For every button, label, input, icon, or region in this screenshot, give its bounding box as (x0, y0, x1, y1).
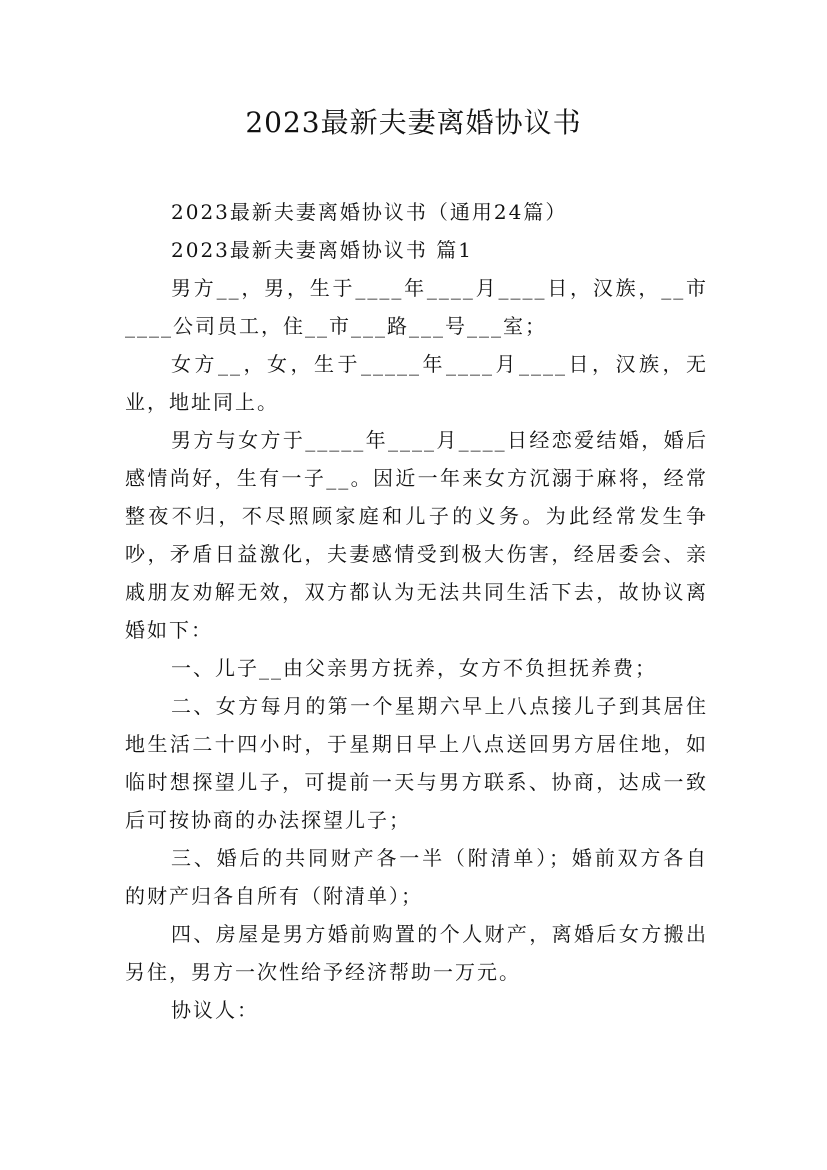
male-party-paragraph: 男方__，男，生于____年____月____日，汉族，__市____公司员工，住__市___路___号___室； (125, 276, 708, 338)
signatories-label: 协议人： (171, 998, 259, 1022)
section-heading: 2023最新夫妻离婚协议书 篇1 (171, 238, 473, 262)
document-body (125, 193, 708, 1029)
female-party-paragraph: 女方__，女，生于_____年____月____日，汉族，无业，地址同上。 (125, 352, 708, 414)
clause-3-paragraph: 三、婚后的共同财产各一半（附清单）；婚前双方各自的财产归各自所有（附清单）； (125, 846, 708, 908)
clause-4-paragraph: 四、房屋是男方婚前购置的个人财产，离婚后女方搬出另住，男方一次性给予经济帮助一万元。 (125, 922, 708, 984)
clause-2-paragraph: 二、女方每月的第一个星期六早上八点接儿子到其居住地生活二十四小时，于星期日早上八点送回男方居住地，如临时想探望儿子，可提前一天与男方联系、协商，达成一致后可按协商的办法探望儿子； (125, 694, 708, 832)
background-paragraph: 男方与女方于_____年____月____日经恋爱结婚，婚后感情尚好，生有一子__。因近一年来女方沉溺于麻将，经常整夜不归，不尽照顾家庭和儿子的义务。为此经常发生争吵，矛盾日益激化，夫妻感情受到极大伤害，经居委会、亲戚朋友劝解无效，双方都认为无法共同生活下去，故协议离婚如下： (125, 428, 708, 642)
subtitle-paragraph: 2023最新夫妻离婚协议书（通用24篇） (171, 200, 568, 224)
document-title: 2023最新夫妻离婚协议书 (245, 106, 582, 139)
clause-1-paragraph: 一、儿子__由父亲男方抚养，女方不负担抚养费； (171, 656, 657, 680)
